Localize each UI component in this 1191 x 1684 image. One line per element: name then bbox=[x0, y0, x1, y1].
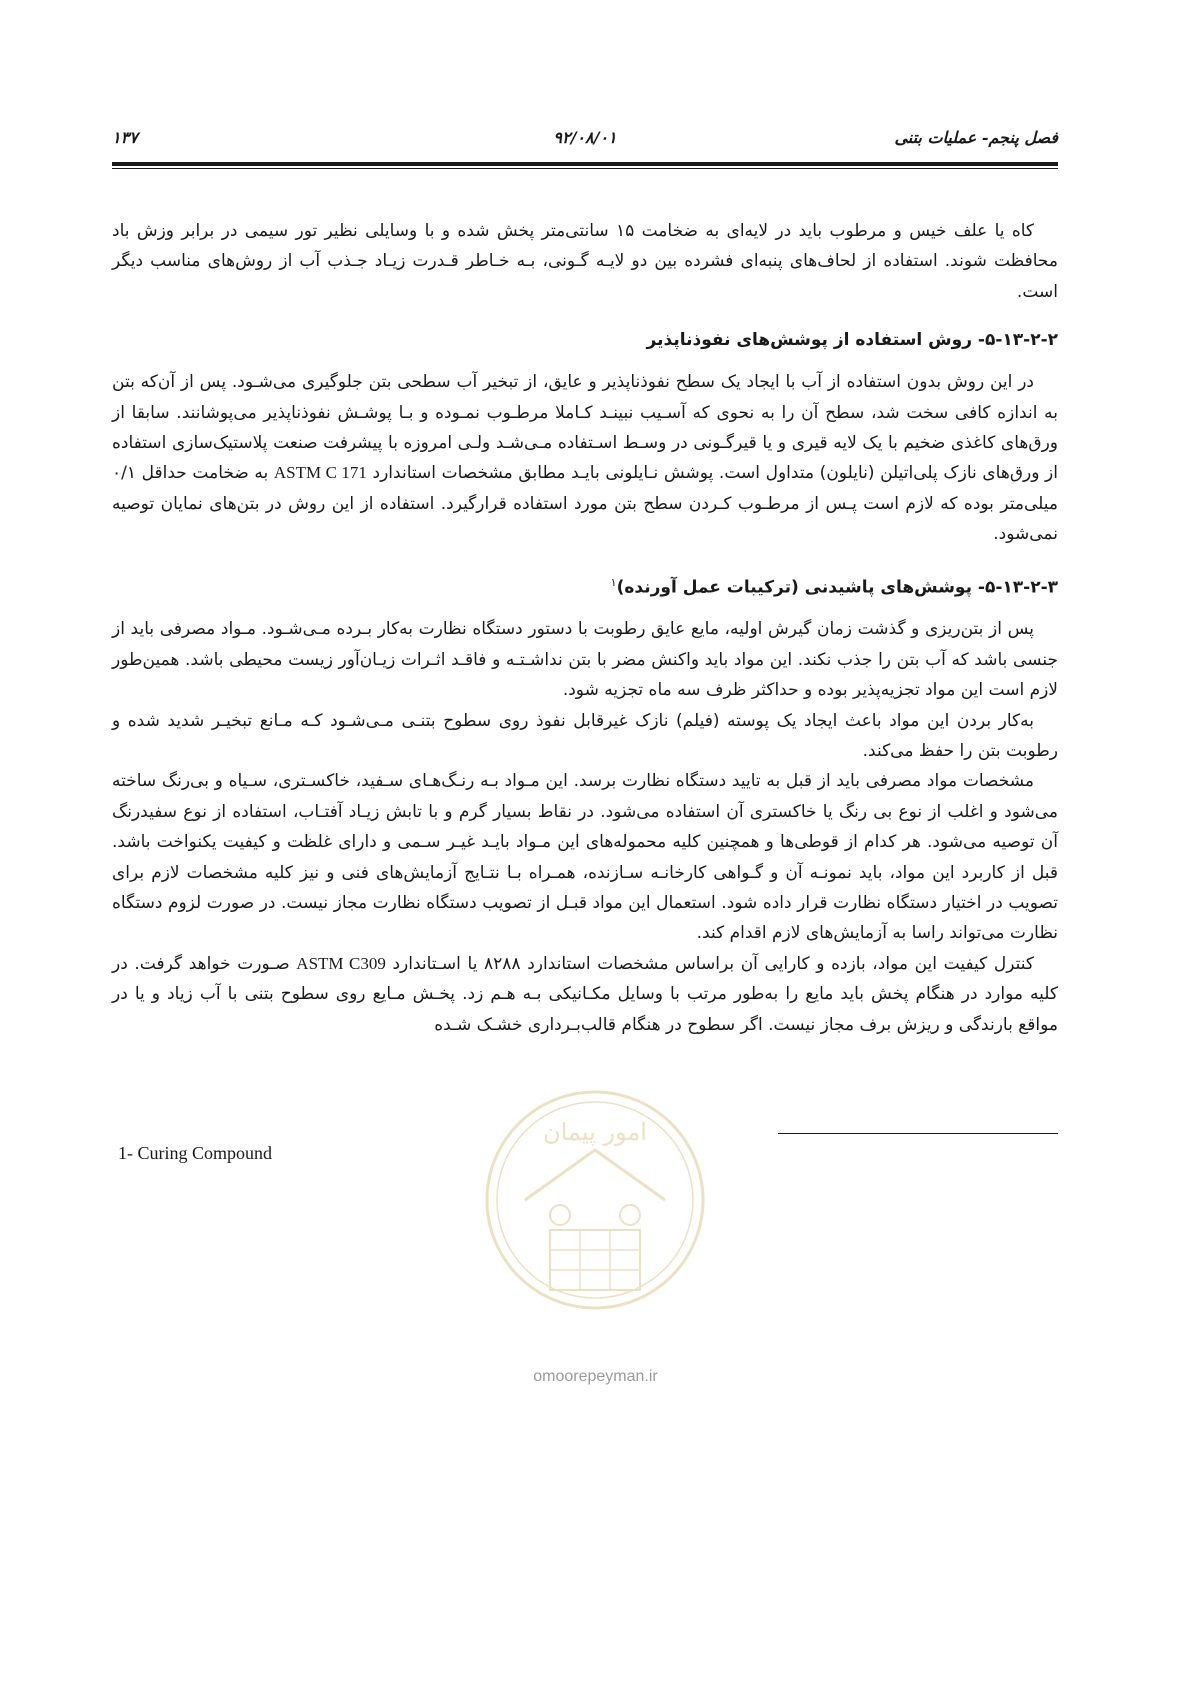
astm-c171-ref: ASTM C 171 bbox=[273, 463, 367, 483]
watermark-logo bbox=[480, 1080, 710, 1350]
section-heading-spray-text: ۵-۱۳-۲-۳- پوشش‌های پاشیدنی (ترکیبات عمل آورنده) bbox=[616, 577, 1058, 598]
paragraph-spray-4-part1: کنترل کیفیت این مواد، بازده و کارایی آن براساس مشخصات استاندارد ۸۲۸۸ یا اسـتاندارد bbox=[392, 953, 1034, 974]
paragraph-impermeable-part2: به ضخامت حداقل ۰/۱ میلی‌متر بوده که لازم است پـس از مرطـوب کـردن سطح بتن مورد استفاده قرارگیرد. استفاده از این روش در بتن‌های نمایان توصیه نمی‌شود. bbox=[112, 463, 1058, 545]
paragraph-spray-2: به‌کار بردن این مواد باعث ایجاد یک پوسته (فیلم) نازک غیرقابل نفوذ روی سطوح بتنـی مـی‌شـود کـه مـانع تبخیـر شدید شده و رطوبت بتن را حفظ می‌کند. bbox=[112, 710, 1058, 761]
astm-c309-ref: ASTM C309 bbox=[296, 953, 386, 973]
paragraph-spray-4-part2: صـورت خواهد گرفت. در کلیه موارد در هنگام پخش باید مایع را به‌طور مرتب با وسایل مکـانیکی بـه هـم زد. پخـش مـایع روی سطوح بتنی با آب زیاد و یا در مواقع بارندگی و ریزش برف مجاز نیست. اگر سطوح در هنگام قالب‌بـرداری خشـک شـده bbox=[112, 953, 1058, 1035]
footnote-rule bbox=[778, 1133, 1058, 1134]
section-heading-spray bbox=[112, 568, 1058, 603]
page-number: ۱۳۷ bbox=[112, 128, 138, 147]
watermark-url: omoorepeyman.ir bbox=[533, 1368, 658, 1385]
footnote-marker: ۱ bbox=[610, 575, 617, 589]
chapter-title: فصل پنجم- عملیات بتنی bbox=[894, 128, 1058, 147]
page-body bbox=[112, 216, 1058, 1040]
paragraph-impermeable bbox=[112, 367, 1058, 549]
paragraph-intro: کاه یا علف خیس و مرطوب باید در لایه‌ای به ضخامت ۱۵ سانتی‌متر پخش شده و با وسایلی نظیر تور سیمی در برابر وزش باد محافظت شوند. استفاده از لحاف‌های پنبه‌ای فشرده بین دو لایـه گـونی، بـه خـاطر قـدرت زیـاد جـذب آب از روش‌های مناسب دیگر است. bbox=[112, 221, 1058, 302]
paragraph-spray-4 bbox=[112, 949, 1058, 1040]
header-rule-thick bbox=[112, 162, 1058, 166]
watermark-logo-text: امور پیمان bbox=[543, 1118, 647, 1146]
header-date: ۹۲/۰۸/۰۱ bbox=[553, 128, 617, 147]
page-header bbox=[112, 128, 1058, 156]
paragraph-spray-1: پس از بتن‌ریزی و گذشت زمان گیرش اولیه، مایع عایق رطوبت با دستور دستگاه نظارت به‌کار بـرده مـی‌شـود. مـواد مصرفی باید از جنسی باشد که آب بتن را جذب نکند. این مواد باید واکنش مضر با بتن نداشـتـه و فاقـد اثـرات زیـان‌آور زیست محیطی باشد. همین‌طور لازم است این مواد تجزیه‌پذیر بوده و حداکثر ظرف سه ماه تجزیه شود. bbox=[112, 619, 1058, 701]
header-rule-thin bbox=[112, 168, 1058, 169]
footnote: 1- Curing Compound bbox=[118, 1143, 273, 1163]
section-heading-impermeable: ۵-۱۳-۲-۲- روش استفاده از پوشش‌های نفوذناپذیر bbox=[646, 330, 1058, 351]
paragraph-impermeable-part1: در این روش بدون استفاده از آب با ایجاد یک سطح نفوذناپذیر و عایق، از تبخیر آب سطحی بتن جلوگیری می‌شـود. پس از آن‌که بتن به اندازه کافی سخت شد، سطح آن را به نحوی که آسـیب نبینـد کـاملا مرطـوب نمـوده و بـا پوشـش نفوذناپذیر می‌پوشانند. سابقا از ورق‌های کاغذی ضخیم با یک لایه قیری و یا قیرگـونی در وسـط اسـتفاده مـی‌شـد ولـی امروزه با پیشرفت صنعت پلاستیک‌سازی استفاده از ورق‌های نازک پلی‌اتیلن (نایلون) متداول است. پوشش نـایلونی بایـد مطابق مشخصات استاندارد bbox=[112, 372, 1058, 484]
paragraph-spray-3: مشخصات مواد مصرفی باید از قبل به تایید دستگاه نظارت برسد. این مـواد بـه رنـگ‌هـای سـفید، خاکسـتری، سـیاه و بی‌رنگ ساخته می‌شود و اغلب از نوع بی رنگ یا خاکستری آن استفاده می‌شود. در نقاط بسیار گرم و با تابش زیـاد آفتـاب، استفاده از نوع سفیدرنگ آن توصیه می‌شود. هر کدام از قوطی‌ها و همچنین کلیه محموله‌های این مـواد بایـد غیـر سـمی و دارای غلظت و کیفیت یکنواخت باشد. قبل از کاربرد این مواد، باید نمونـه آن و گـواهی کارخانـه سـازنده، همـراه بـا نتـایج آزمایش‌های فنی و نیز کلیه مشخصات لازم برای تصویب در اختیار دستگاه نظارت قرار داده شود. استعمال این مواد قبـل از تصویب دستگاه نظارت مجاز نیست. در صورت لزوم دستگاه نظارت می‌تواند راسا به آزمایش‌های لازم اقدام کند. bbox=[112, 771, 1058, 944]
